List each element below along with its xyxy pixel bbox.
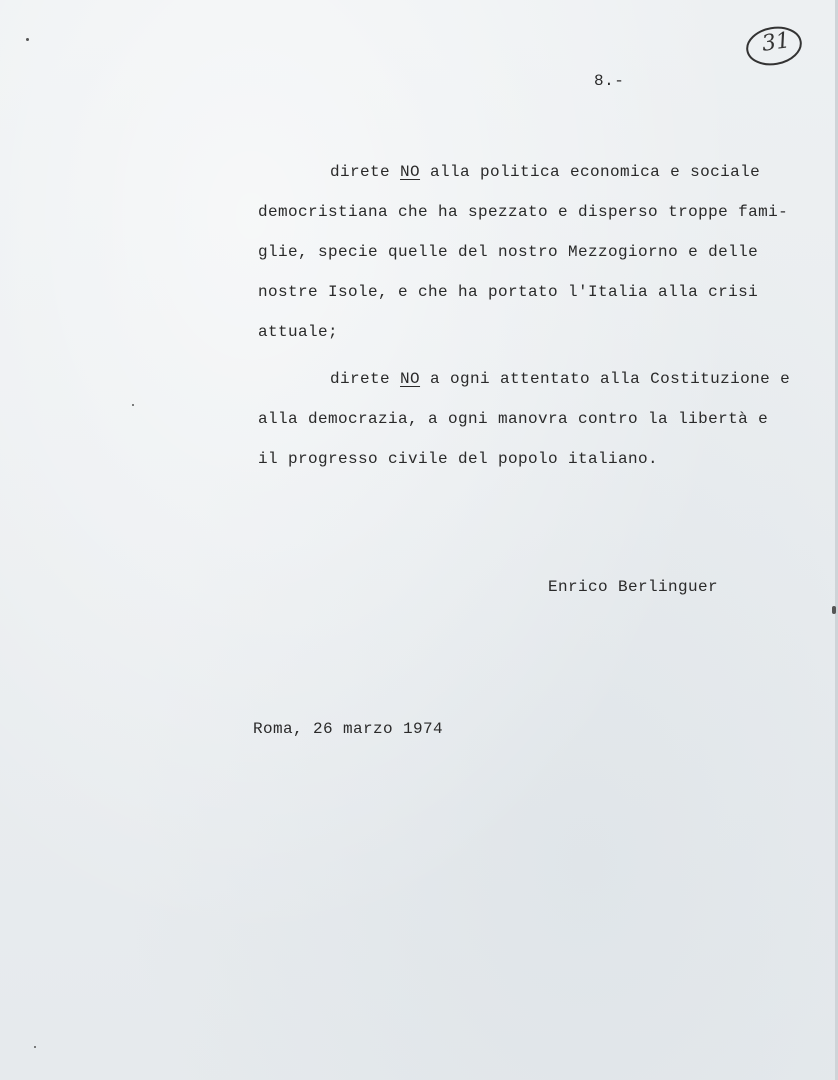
archive-stamp-number: 31: [760, 28, 792, 57]
emphasis-no: NO: [400, 163, 421, 181]
paragraph-1-line-2: democristiana che ha spezzato e disperso troppe fami-: [258, 203, 789, 221]
archive-stamp: [744, 24, 804, 66]
paper-speck: [132, 404, 134, 406]
emphasis-no: NO: [400, 370, 421, 388]
signature: Enrico Berlinguer: [548, 578, 719, 596]
paper-speck: [34, 1046, 36, 1048]
paragraph-1-line-4: nostre Isole, e che ha portato l'Italia alla crisi: [258, 283, 759, 301]
paragraph-2-line-2: alla democrazia, a ogni manovra contro la libertà e: [258, 410, 769, 428]
paragraph-1-line-1: [330, 162, 760, 182]
page-number: 8.-: [594, 72, 625, 90]
place-date: Roma, 26 marzo 1974: [253, 720, 444, 738]
paragraph-2-line-1: [330, 369, 790, 389]
paragraph-1-line-5: attuale;: [258, 323, 339, 341]
line-lead: direte: [330, 370, 401, 388]
paper-speck: [26, 38, 29, 41]
paragraph-2-line-3: il progresso civile del popolo italiano.: [258, 450, 659, 468]
paper-speck: [832, 606, 836, 614]
line-tail: alla politica economica e sociale: [420, 163, 761, 181]
line-tail: a ogni attentato alla Costituzione e: [420, 370, 791, 388]
line-lead: direte: [330, 163, 401, 181]
paragraph-1-line-3: glie, specie quelle del nostro Mezzogiorno e delle: [258, 243, 759, 261]
